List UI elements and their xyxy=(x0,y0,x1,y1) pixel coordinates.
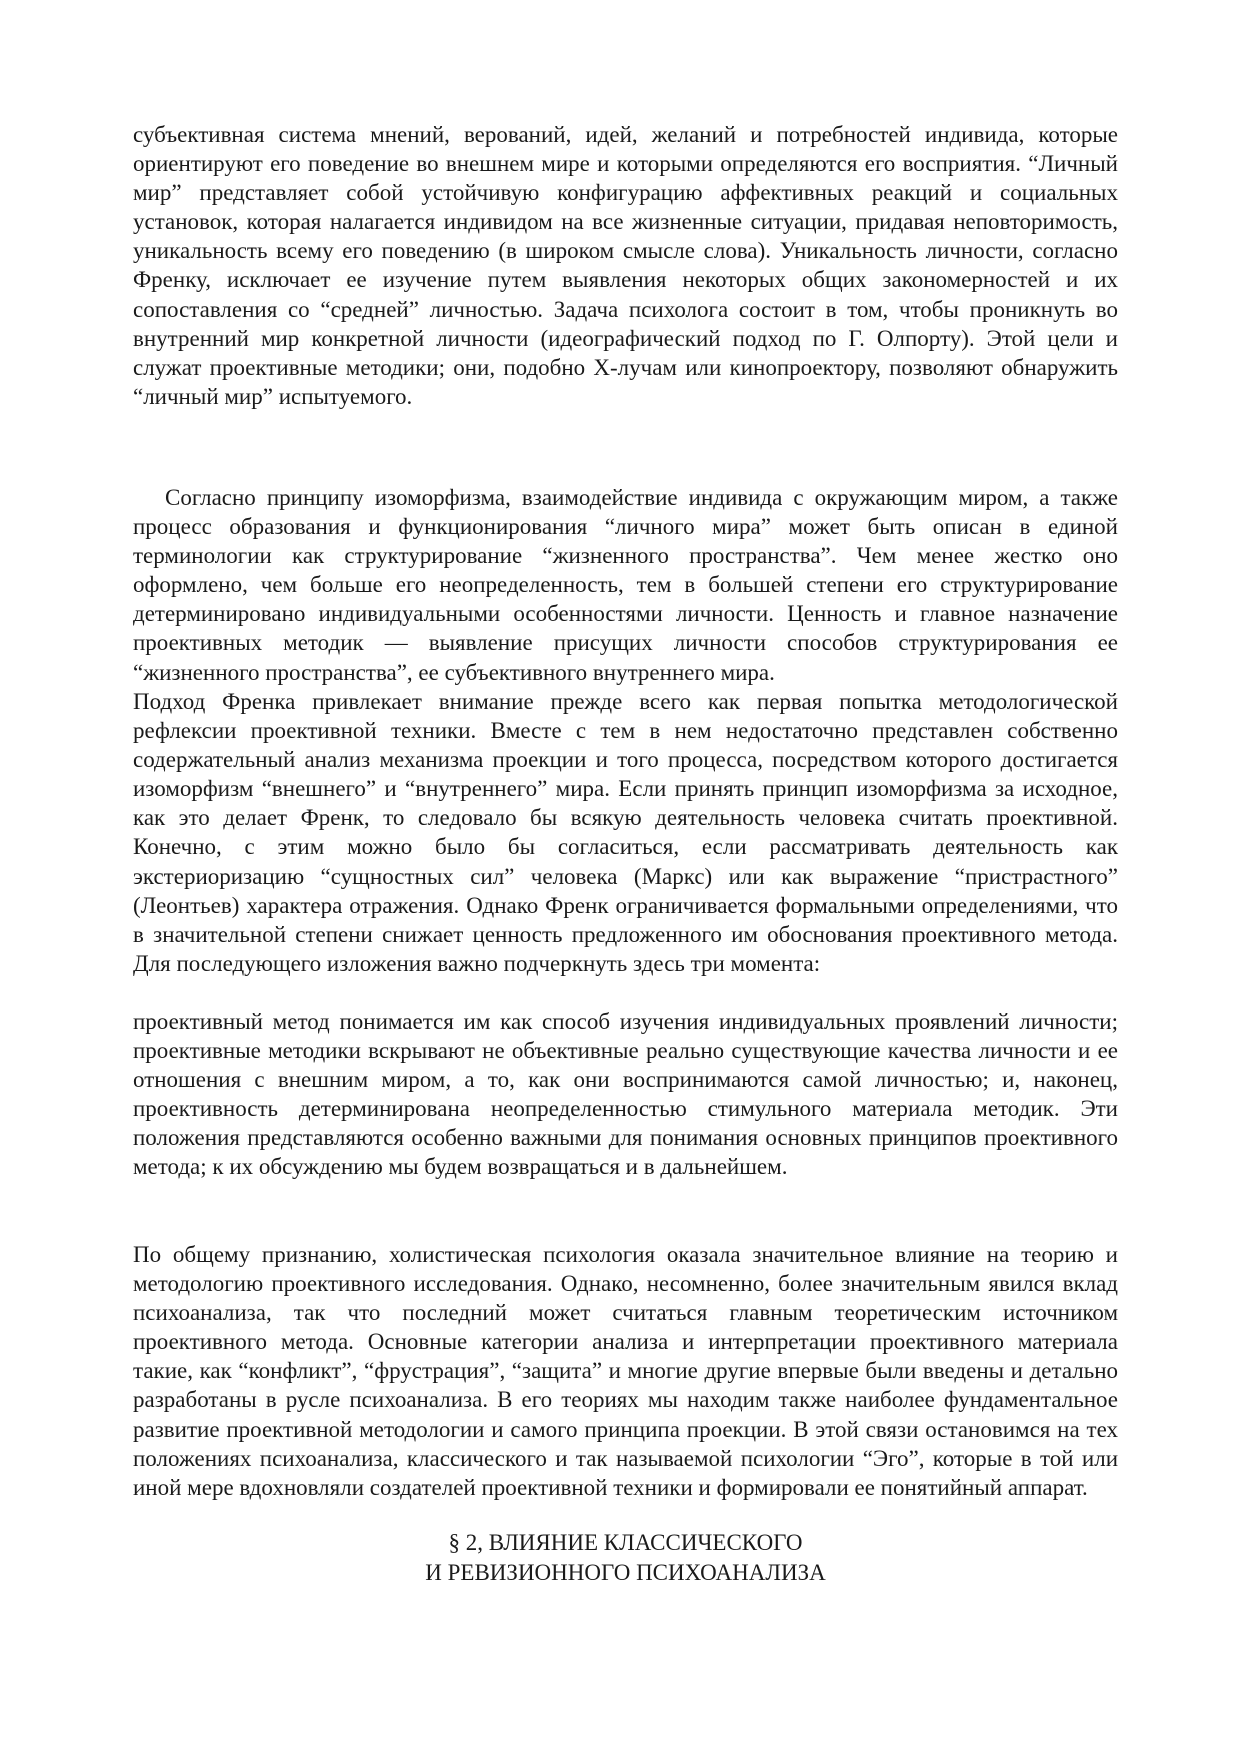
paragraph-psychoanalysis: По общему признанию, холистическая психология оказала значительное влияние на теорию и методологию проективного исследования. Однако, несомненно, более значительным явился вклад психоанализа, так что последний может считаться главным теоретическим источником проективного метода. Основные категории анализа и интерпретации проективного материала такие, как “конфликт”, “фрустрация”, “защита” и многие другие впервые были введены и детально разработаны в русле психоанализа. В его теориях мы находим также наиболее фундаментальное развитие проективной методологии и самого принципа проекции. В этой связи остановимся на тех положениях психоанализа, классического и так называемой психологии “Эго”, которые в той или иной мере вдохновляли создателей проективной техники и формировали ее понятийный аппарат. xyxy=(133,1242,1118,1500)
paragraph-personal-world: субъективная система мнений, верований, идей, желаний и потребностей индивида, которые ориентируют его поведение во внешнем мире и которыми определяются его восприятия. “Личный мир” представляет собой устойчивую конфигурацию аффективных реакций и социальных установок, которая налагается индивидом на все жизненные ситуации, придавая неповторимость, уникальность всему его поведению (в широком смысле слова). Уникальность личности, согласно Френку, исключает ее изучение путем выявления некоторых общих закономерностей и их сопоставления со “средней” личностью. Задача психолога состоит в том, чтобы проникнуть во внутренний мир конкретной личности (идеографический подход по Г. Олпорту). Этой цели и служат проективные методики; они, подобно Х-лучам или кинопроектору, позволяют обнаружить “личный мир” испытуемого. xyxy=(133,122,1118,409)
paragraph-projective-method: проективный метод понимается им как способ изучения индивидуальных проявлений личности; проективные методики вскрывают не объективные реально существующие качества личности и ее отношения с внешним миром, а то, как они воспринимаются самой личностью; и, наконец, проективность детерминирована неопределенностью стимульного материала методик. Эти положения представляются особенно важными для понимания основных принципов проективного метода; к их обсуждению мы будем возвращаться и в дальнейшем. xyxy=(133,1009,1118,1180)
section-heading-line-1: § 2, ВЛИЯНИЕ КЛАССИЧЕСКОГО xyxy=(448,1530,803,1555)
paragraph-isomorphism: Согласно принципу изоморфизма, взаимодействие индивида с окружающим миром, а также процесс образования и функционирования “личного мира” может быть описан в единой терминологии как структурирование “жизненного пространства”. Чем менее жестко оно оформлено, чем больше его неопределенность, тем в большей степени его структурирование детерминировано индивидуальными особенностями личности. Ценность и главное назначение проективных методик — выявление присущих личности способов структурирования ее “жизненного пространства”, ее субъективного внутреннего мира. xyxy=(133,485,1118,685)
paragraph-frank-approach: Подход Френка привлекает внимание прежде всего как первая попытка методологической рефлексии проективной техники. Вместе с тем в нем недостаточно представлен собственно содержательный анализ механизма проекции и того процесса, посредством которого достигается изоморфизм “внешнего” и “внутреннего” мира. Если принять принцип изоморфизма за исходное, как это делает Френк, то следовало бы всякую деятельность человека считать проективной. Конечно, с этим можно было бы согласиться, если рассматривать деятельность как экстериоризацию “сущностных сил” человека (Маркс) или как выражение “пристрастного” (Леонтьев) характера отражения. Однако Френк ограничивается формальными определениями, что в значительной степени снижает ценность предложенного им обоснования проективного метода. Для последующего изложения важно подчеркнуть здесь три момента: xyxy=(133,689,1118,976)
section-heading-line-2: И РЕВИЗИОННОГО ПСИХОАНАЛИЗА xyxy=(425,1560,826,1585)
